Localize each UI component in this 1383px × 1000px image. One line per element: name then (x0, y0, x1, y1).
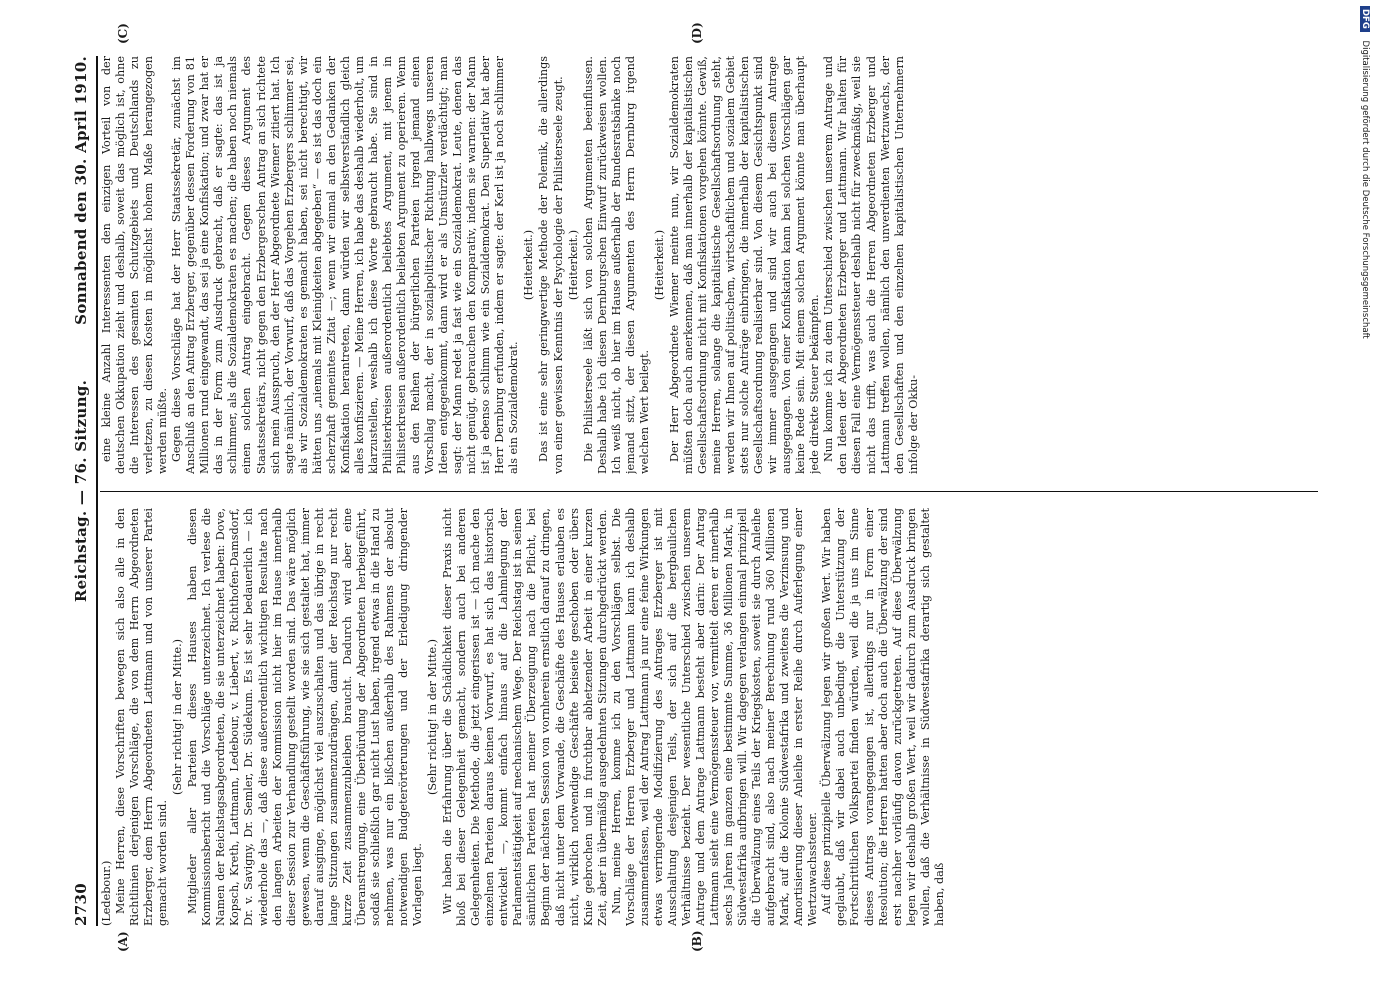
paragraph: Die Philisterseele läßt sich von solchen Argumenten beeinflussen. Deshalb habe ich diesen Dernburgschen Einwurf zurückweisen wollen. Ich weiß nicht, ob hier im Hause außerhalb der Bundesratsbänke noch jemand sitzt, der diesen Argumenten des Herrn Dernburg irgend welchen Wert beilegt. (581, 56, 651, 474)
right-text-column (100, 56, 1318, 474)
paragraph: Nun, meine Herren, komme ich zu den Vorschlägen selbst. Die Vorschläge der Herren Erzberger und Lattmann kann ich deshalb zusammenfassen, weil der Antrag Lattmann ja nur eine feine Wirkungen etwas verringernde Modifizierung des Antrages Erzberger ist mit Ausschaltung desjenigen Teils, der sich auf die bergbaulichen Verhältnisse bezieht. Der wesentliche Unterschied zwischen unserem Antrage und dem Antrage Lattmann besteht aber darin: Der Antrag Lattmann sieht eine Vermögenssteuer vor, vermittelt deren er innerhalb sechs Jahren im ganzen eine bestimmte Summe, 36 Millionen Mark, in Südwestafrika aufbringen will. Wir dagegen verlangen einmal prinzipiell die Überwälzung eines Teils der Kriegskosten, soweit sie durch Anleihe aufgebracht sind, also nach meiner Berechnung rund 360 Millionen Mark, auf die Kolonie Südwestafrika und zweitens die Verzinsung und Amortisierung dieser Anleihe in erster Reihe durch Auferlegung einer Wertzuwachssteuer. (609, 508, 820, 926)
page-number: 2730 (72, 883, 90, 926)
paragraph: Das ist eine sehr geringwertige Methode der Polemik, die allerdings von einer gewissen Kenntnis der Psychologie der Philisterseele zeugt. (537, 56, 565, 474)
page-header (72, 56, 94, 926)
margin-marker-c: (C) (116, 23, 130, 44)
session-date: Sonnabend den 30. April 1910. (72, 56, 90, 325)
paragraph: eine kleine Anzahl Interessenten den einzigen Vorteil von der deutschen Okkupation zieht und deshalb, soweit das möglich ist, ohne die Interessen des gesamten Schutzgebiets und Deutschlands zu verletzen, zu diesen Kosten in möglichst hohem Maße herangezogen werden müßte. (100, 56, 170, 474)
margin-marker-a: (A) (116, 931, 130, 952)
session-title: Reichstag. — 76. Sitzung. (72, 379, 90, 603)
paragraph: Gegen diese Vorschläge hat der Herr Staatssekretär, zunächst im Anschluß an den Antrag Erzberger, gegenüber dessen Forderung von 81 Millionen rund eingewandt, das sei ja eine Konfiskation; und zwar hat er das in der Form zum Ausdruck gebracht, daß er sagte: das ist ja schlimmer, als die Sozialdemokraten es machen; die haben noch niemals einen solchen Antrag eingebracht. Gegen dieses Argument des Staatssekretärs, nicht gegen den Erzbergerschen Antrag an sich richtete sich mein Ausspruch, den der Herr Abgeordnete Wiemer zitiert hat. Ich sagte nämlich, der Vorwurf, daß das Vorgehen Erzbergers schlimmer sei, als wir Sozialdemokraten es gemacht haben, sei nicht berechtigt, wir hätten uns „niemals mit Kleinigkeiten abgegeben“ — es ist das doch ein scherzhaft gemeintes Zitat —; wenn wir einmal an den Gedanken der Konfiskation herantreten, dann würden wir selbstverständlich gleich alles konfiszieren. — Meine Herren, ich habe das deshalb wiederholt, um klarzustellen, weshalb ich diese Worte gebraucht habe. Sie sind in Philisterkreisen außerordentlich beliebtes Argument, mit jenem in Philisterkreisen außerordentlich beliebten Argument zu operieren. Wenn aus den Reihen der bürgerlichen Parteien irgend jemand einen Vorschlag macht, der in sozialpolitischer Richtung halbwegs unseren Ideen entgegenkommt, dann wird er als Umstürzler verdächtigt; man sagt: der Mann redet ja fast wie ein Sozialdemokrat. Leute, denen das nicht genügt, gebrauchen den Komparativ, indem sie warnen: der Mann ist ja ebenso schlimm wie ein Sozialdemokrat. Den Superlativ hat aber Herr Dernburg erfunden, indem er sagte: der Kerl ist ja noch schlimmer als ein Sozialdemokrat. (170, 56, 521, 474)
speaker-label: (Ledebour.) (100, 860, 113, 926)
header-rule (96, 56, 98, 926)
margin-marker-b: (B) (690, 930, 704, 952)
interjection: (Heiterkeit.) (566, 229, 580, 301)
paragraph: Wir haben die Erfahrung über die Schädlichkeit dieser Praxis nicht bloß bei dieser Gelegenheit gemacht, sondern auch bei anderen Gelegenheiten. Die Methode, die jetzt eingerissen ist — ich mache den einzelnen Parteien daraus keinen Vorwurf, es hat sich das historisch entwickelt —, kommt einfach hinaus auf die Lahmlegung der Parlamentstätigkeit auf mechanischem Wege. Der Reichstag ist in seinen sämtlichen Parteien hat meiner Überzeugung nach die Pflicht, bei Beginn der nächsten Session von vornherein ernstlich darauf zu dringen, daß nicht unter dem Vorwande, die Geschäfte des Hauses erlauben es nicht, wirklich notwendige Geschäfte beiseite geschoben oder übers Knie gebrochen und in furchtbar abhetzender Arbeit in einer kurzen Zeit, aber in übermäßig ausgedehnten Sitzungen durchgedrückt werden. (441, 508, 609, 926)
dfg-logo: DFG (1360, 6, 1370, 32)
left-text-column (100, 508, 1318, 926)
column-divider (100, 491, 1318, 492)
interjection: (Heiterkeit.) (652, 229, 666, 301)
margin-marker-d: (D) (690, 22, 704, 44)
funding-note (1358, 6, 1370, 986)
interjection: (Sehr richtig! in der Mitte.) (171, 638, 185, 796)
paragraph: Nun komme ich zu dem Unterschied zwischen unserem Antrage und den Ideen der Abgeordneten Erzberger und Lattmann. Wir halten für diesen Fall eine Vermögenssteuer deshalb nicht für zweckmäßig, weil sie nicht das trifft, was auch die Herren Abgeordneten Erzberger und Lattmann treffen wollen, nämlich den unverdienten Wertzuwachs, der den Gesellschaften und den einzelnen kapitalistischen Unternehmern infolge der Okku- (822, 56, 920, 474)
interjection: (Heiterkeit.) (522, 229, 536, 301)
paragraph: Auf diese prinzipielle Überwälzung legen wir großen Wert. Wir haben geglaubt, daß wir dabei auch unbedingt die Unterstützung der Fortschrittlichen Volkspartei finden würden, weil die ja uns im Sinne dieses Antrags vorangegangen ist, allerdings nur in Form einer Resolution; die Herren hatten aber doch auch die Überwälzung der sind erst nachher vorläufig davon zurückgetreten. Auf diese Überwälzung legen wir deshalb großen Wert, weil wir dadurch zum Ausdruck bringen wollen, daß die Verhältnisse in Südwestafrika derartig sich gestaltet haben, daß (820, 508, 946, 926)
paragraph: Mitglieder aller Parteien dieses Hauses haben diesen Kommissionsbericht und die Vorschläge unterzeichnet. Ich verlese die Namen der Reichstagsabgeordneten, die sie unterzeichnet haben: Dove, Kopsch, Kreth, Lattmann, Ledebour, v. Liebert, v. Richthofen-Damsdorf, Dr. v. Savigny, Dr. Semler, Dr. Südekum. Es ist sehr bedauerlich — ich wiederhole das —, daß diese außerordentlich wichtigen Resultate nach den langen Arbeiten der Kommission nicht hier im Hause innerhalb dieser Session zur Verhandlung gestellt worden sind. Das wäre möglich gewesen, wenn die Geschäftsführung, wie sie sich gestaltet hat, immer darauf ausginge, möglichst viel auszuschalten und das übrige in recht lange Sitzungen zusammenzudrängen, damit der Reichstag nur recht kurze Zeit zusammenzubleiben braucht. Dadurch wird aber eine Überanstrengung, eine Überbürdung der Abgeordneten herbeigeführt, sodaß sie schließlich gar nicht Lust haben, irgend etwas in die Hand zu nehmen, was nur ein bißchen außerhalb des Rahmens der absolut notwendigen Budgeterörterungen und der Erledigung dringender Vorlagen liegt. (186, 508, 425, 926)
paragraph: Der Herr Abgeordnete Wiemer meinte nun, wir Sozialdemokraten müßten doch auch anerkennen, daß man innerhalb der kapitalistischen Gesellschaftsordnung nicht mit Konfiskationen vorgehen könnte. Gewiß, meine Herren, solange die kapitalistische Gesellschaftsordnung steht, werden wir Ihnen auf politischem, wirtschaftlichem und sozialem Gebiet stets nur solche Anträge einbringen, die innerhalb der kapitalistischen Gesellschaftsordnung realisierbar sind. Von diesem Gesichtspunkt sind wir immer ausgegangen und sind wir auch bei diesem Antrage ausgegangen. Von einer Konfiskation kann bei solchen Vorschlägen gar keine Rede sein. Mit einem solchen Argument könnte man überhaupt jede direkte Steuer bekämpfen. (667, 56, 822, 474)
interjection: (Sehr richtig! in der Mitte.) (426, 638, 440, 796)
funding-note-text: Digitalisierung gefördert durch die Deutsche Forschungsgemeinschaft (1360, 40, 1370, 339)
paragraph: Meine Herren, diese Vorschriften bewegen sich also alle in den Richtlinien derjenigen Vorschläge, die von dem Herrn Abgeordneten Erzberger, dem Herrn Abgeordneten Lattmann und von unserer Partei gemacht worden sind. (114, 508, 170, 926)
rotated-document-page (72, 22, 1322, 952)
